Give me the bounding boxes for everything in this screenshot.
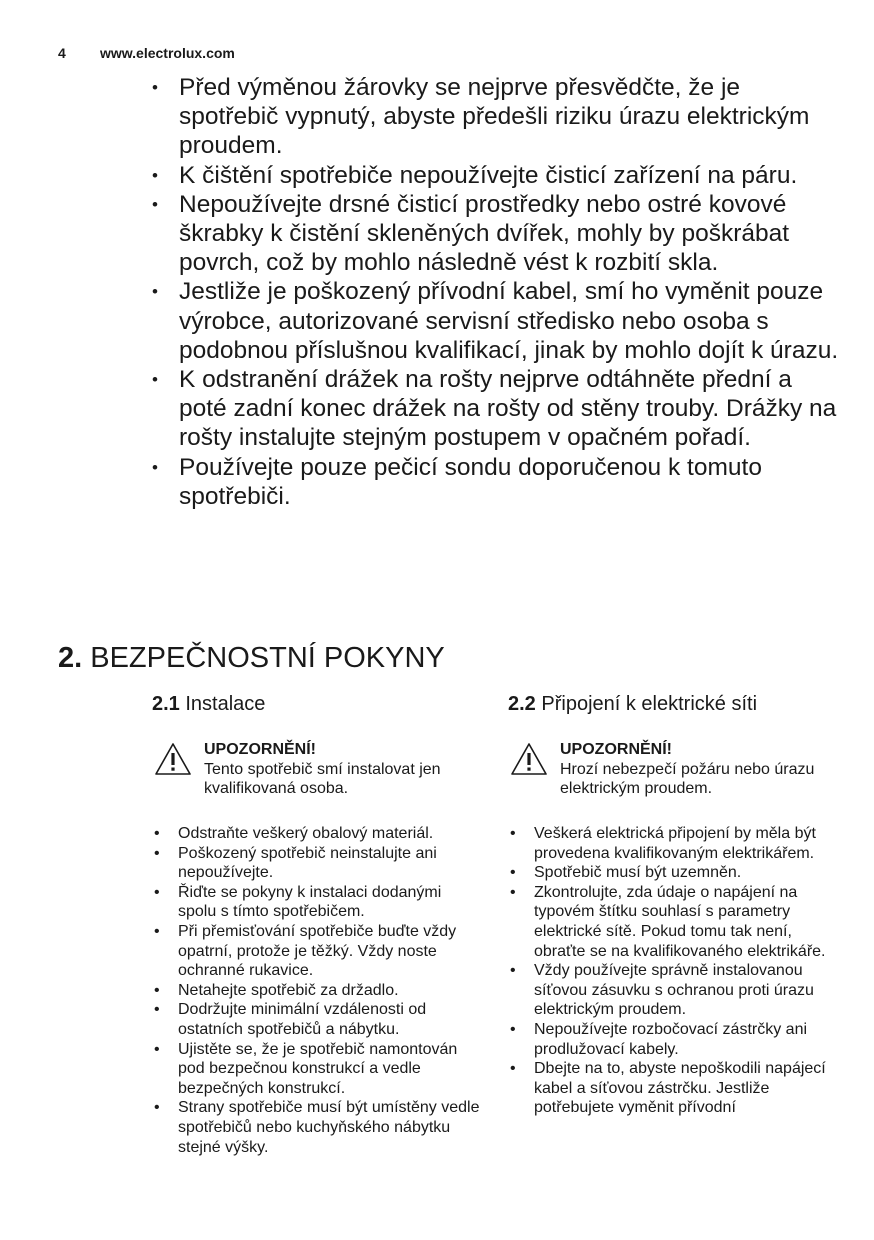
section-number: 2. — [58, 642, 83, 674]
page-header — [58, 45, 235, 61]
list-item: • Netahejte spotřebič za držadlo. — [152, 981, 482, 1001]
list-item: • Vždy používejte správně instalovanou síťovou zásuvku s ochranou proti úrazu elektrickým proudem. — [508, 961, 838, 1020]
installation-heading — [152, 690, 482, 718]
installation-list — [152, 824, 482, 1157]
list-item: • Ujistěte se, že je spotřebič namontován pod bezpečnou konstrukcí a vedle bezpečných konstrukcí. — [152, 1040, 482, 1099]
electrical-list — [508, 824, 838, 1118]
warning-triangle-icon — [154, 742, 192, 781]
warning-title: UPOZORNĚNÍ! — [560, 741, 672, 758]
list-item: • Odstraňte veškerý obalový materiál. — [152, 824, 482, 844]
intro-safety-list — [152, 73, 842, 511]
list-item: • K odstranění drážek na rošty nejprve odtáhněte přední a poté zadní konec drážek na rošty od stěny trouby. Drážky na rošty instalujte stejným postupem v opačném pořadí. — [152, 365, 842, 453]
installation-column — [152, 690, 482, 1157]
electrical-heading — [508, 690, 838, 718]
list-item: • Nepoužívejte rozbočovací zástrčky ani prodlužovací kabely. — [508, 1020, 838, 1059]
section-title: BEZPEČNOSTNÍ POKYNY — [90, 642, 445, 674]
installation-warning — [152, 740, 482, 802]
electrical-warning — [508, 740, 838, 802]
list-item: • Zkontrolujte, zda údaje o napájení na typovém štítku souhlasí s parametry elektrické sítě. Pokud tomu tak není, obraťte se na kvalifikovaného elektrikáře. — [508, 883, 838, 961]
warning-triangle-icon — [510, 742, 548, 781]
list-item: • Veškerá elektrická připojení by měla být provedena kvalifikovaným elektrikářem. — [508, 824, 838, 863]
list-item: • Strany spotřebiče musí být umístěny vedle spotřebičů nebo kuchyňského nábytku stejné výšky. — [152, 1098, 482, 1157]
warning-title: UPOZORNĚNÍ! — [204, 741, 316, 758]
list-item: • K čištění spotřebiče nepoužívejte čisticí zařízení na páru. — [152, 161, 842, 190]
list-item: • Nepoužívejte drsné čisticí prostředky nebo ostré kovové škrabky k čistění skleněných dvířek, mohly by poškrábat povrch, což by mohlo následně vést k rozbití skla. — [152, 190, 842, 278]
subsection-title: Instalace — [185, 693, 266, 715]
list-item: • Před výměnou žárovky se nejprve přesvědčte, že je spotřebič vypnutý, abyste předešli riziku úrazu elektrickým proudem. — [152, 73, 842, 161]
list-item: • Jestliže je poškozený přívodní kabel, smí ho vyměnit pouze výrobce, autorizované servisní středisko nebo osoba s podobnou příslušnou kvalifikací, jinak by mohlo dojít k úrazu. — [152, 277, 842, 365]
electrical-column — [508, 690, 838, 1118]
list-item: • Dodržujte minimální vzdálenosti od ostatních spotřebičů a nábytku. — [152, 1000, 482, 1039]
list-item: • Spotřebič musí být uzemněn. — [508, 863, 838, 883]
list-item: • Používejte pouze pečicí sondu doporučenou k tomuto spotřebiči. — [152, 453, 842, 511]
subsection-title: Připojení k elektrické síti — [541, 693, 758, 715]
warning-text: Tento spotřebič smí instalovat jen kvalifikovaná osoba. — [204, 760, 441, 798]
list-item: • Řiďte se pokyny k instalaci dodanými spolu s tímto spotřebičem. — [152, 883, 482, 922]
subsection-number: 2.1 — [152, 693, 180, 715]
section-heading — [58, 642, 445, 675]
list-item: • Dbejte na to, abyste nepoškodili napájecí kabel a síťovou zástrčku. Jestliže potřebujete vyměnit přívodní — [508, 1059, 838, 1118]
warning-text: Hrozí nebezpečí požáru nebo úrazu elektrickým proudem. — [560, 760, 815, 798]
website-link[interactable]: www.electrolux.com — [100, 45, 235, 61]
list-item: • Poškozený spotřebič neinstalujte ani nepoužívejte. — [152, 844, 482, 883]
list-item: • Při přemisťování spotřebiče buďte vždy opatrní, protože je těžký. Vždy noste ochranné rukavice. — [152, 922, 482, 981]
subsection-number: 2.2 — [508, 693, 536, 715]
page-number: 4 — [58, 45, 66, 61]
